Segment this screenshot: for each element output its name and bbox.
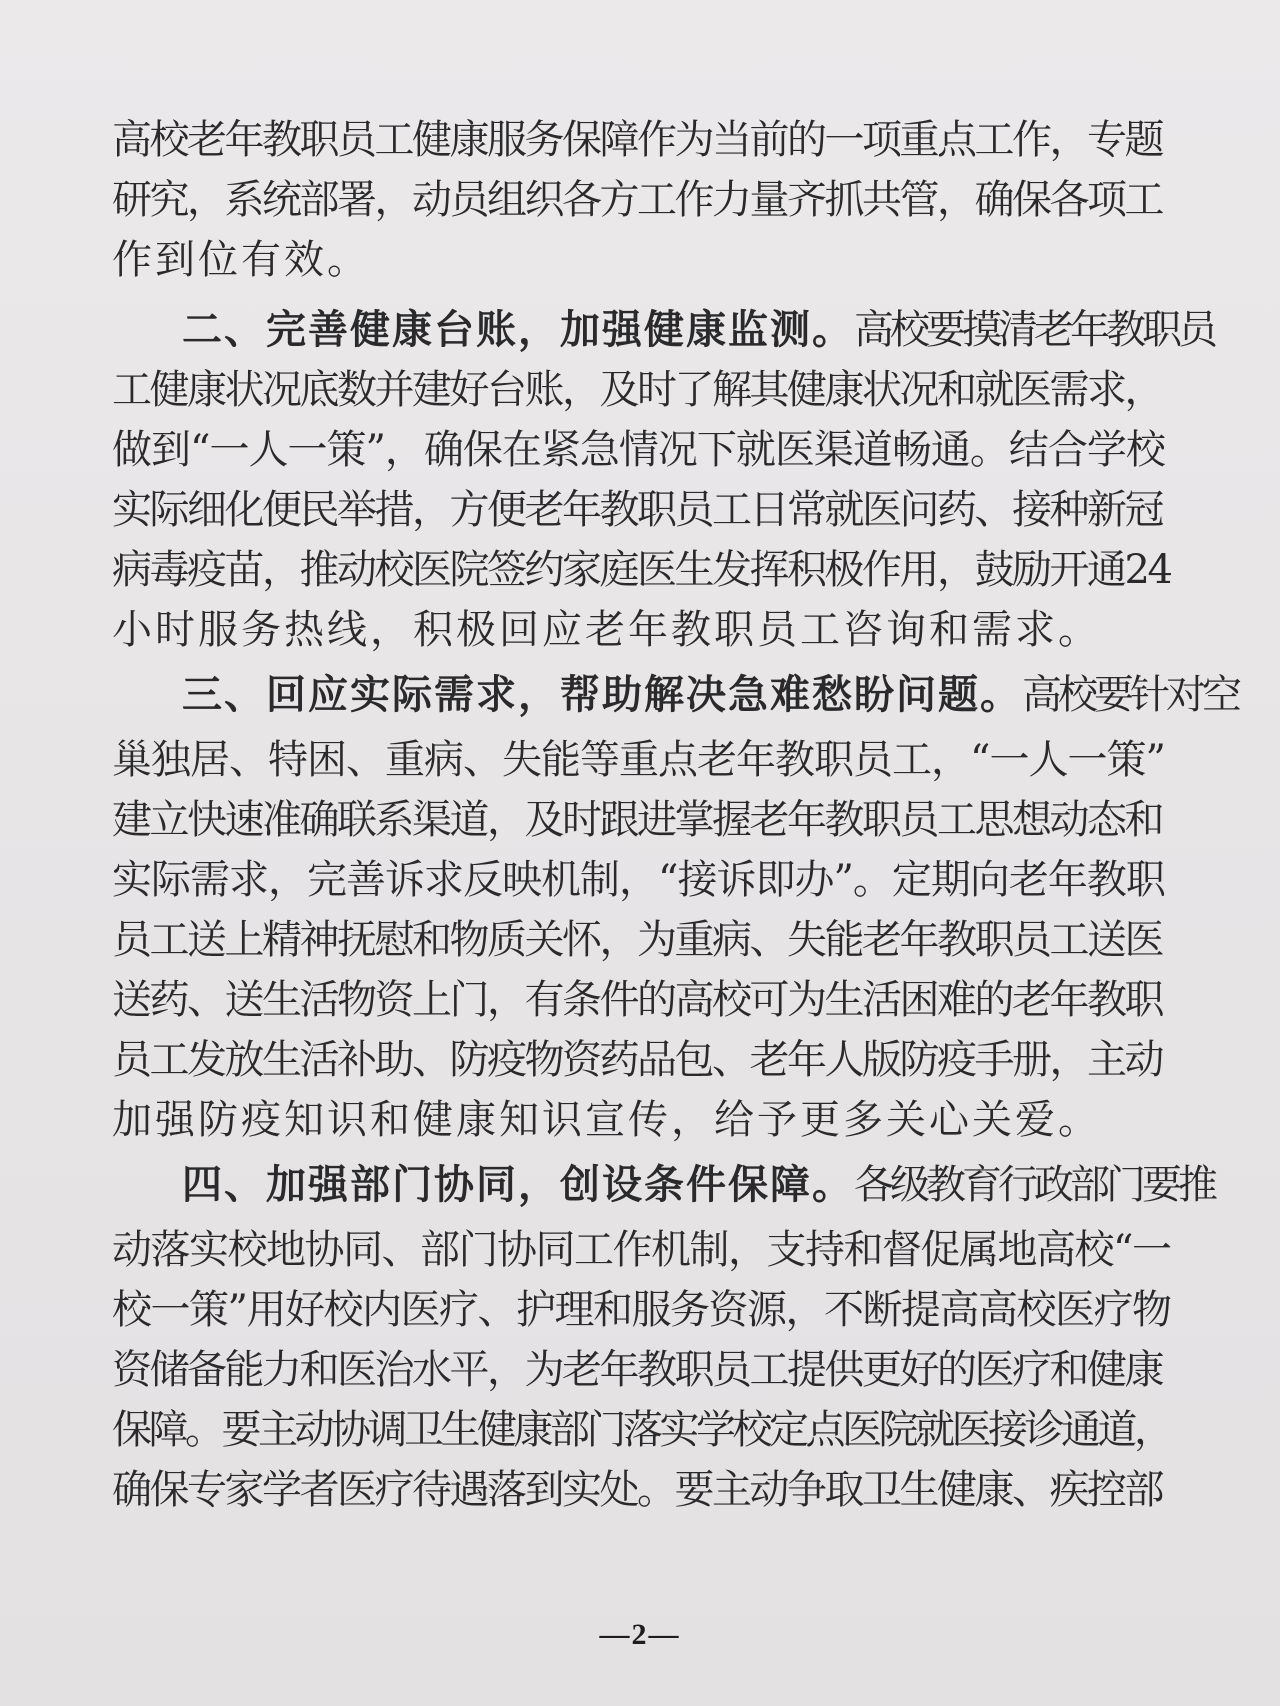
section-heading: 四、加强部门协同，创设条件保障。 [182,1162,854,1208]
section-lead-text: 各级教育行政部门要推 [854,1162,1214,1208]
section-lead-text: 高校要针对空 [1022,672,1238,718]
body-text-line: 实际细化便民举措，方便老年教职员工日常就医问药、接种新冠 [112,487,1162,533]
body-text-line: 加强防疫知识和健康知识宣传，给予更多关心关爱。 [112,1097,1101,1143]
section-heading: 二、完善健康台账，加强健康监测。 [182,307,854,353]
body-text-line: 研究，系统部署，动员组织各方工作力量齐抓共管，确保各项工 [112,177,1162,223]
body-text-line: 保障。要主动协调卫生健康部门落实学校定点医院就医接诊通道， [112,1407,1171,1453]
body-text-line: 高校老年教职员工健康服务保障作为当前的一项重点工作，专题 [112,117,1162,163]
section-heading-line [182,665,1238,725]
body-text-line: 送药、送生活物资上门，有条件的高校可为生活困难的老年教职 [112,977,1162,1023]
body-text-line: 资储备能力和医治水平，为老年教职员工提供更好的医疗和健康 [112,1347,1162,1393]
section-heading-line [182,300,1214,360]
section-heading-line [182,1155,1214,1215]
body-text-line: 作到位有效。 [112,237,370,283]
body-text-line: 实际需求，完善诉求反映机制，“接诉即办”。定期向老年教职 [112,857,1165,903]
page-number: —2— [599,1618,681,1651]
body-text-line: 确保专家学者医疗待遇落到实处。要主动争取卫生健康、疾控部 [112,1467,1162,1513]
body-text-line: 做到“一人一策”，确保在紧急情况下就医渠道畅通。结合学校 [112,427,1165,473]
body-text-line: 小时服务热线，积极回应老年教职员工咨询和需求。 [112,607,1101,653]
section-heading: 三、回应实际需求，帮助解决急难愁盼问题。 [182,672,1022,718]
body-text-line: 工健康状况底数并建好台账，及时了解其健康状况和就医需求， [112,367,1162,413]
body-text-line: 巢独居、特困、重病、失能等重点老年教职员工，“一人一策” [112,737,1165,783]
section-lead-text: 高校要摸清老年教职员 [854,307,1214,353]
body-text-line: 动落实校地协同、部门协同工作机制，支持和督促属地高校“一 [112,1227,1171,1273]
body-text-line: 员工发放生活补助、防疫物资药品包、老年人版防疫手册，主动 [112,1037,1162,1083]
body-text-line: 建立快速准确联系渠道，及时跟进掌握老年教职员工思想动态和 [112,797,1162,843]
body-text-line: 校一策”用好校内医疗、护理和服务资源，不断提高高校医疗物 [112,1287,1171,1333]
body-text-line: 员工送上精神抚慰和物质关怀，为重病、失能老年教职员工送医 [112,917,1162,963]
body-text-line: 病毒疫苗，推动校医院签约家庭医生发挥积极作用，鼓励开通24 [112,547,1171,593]
